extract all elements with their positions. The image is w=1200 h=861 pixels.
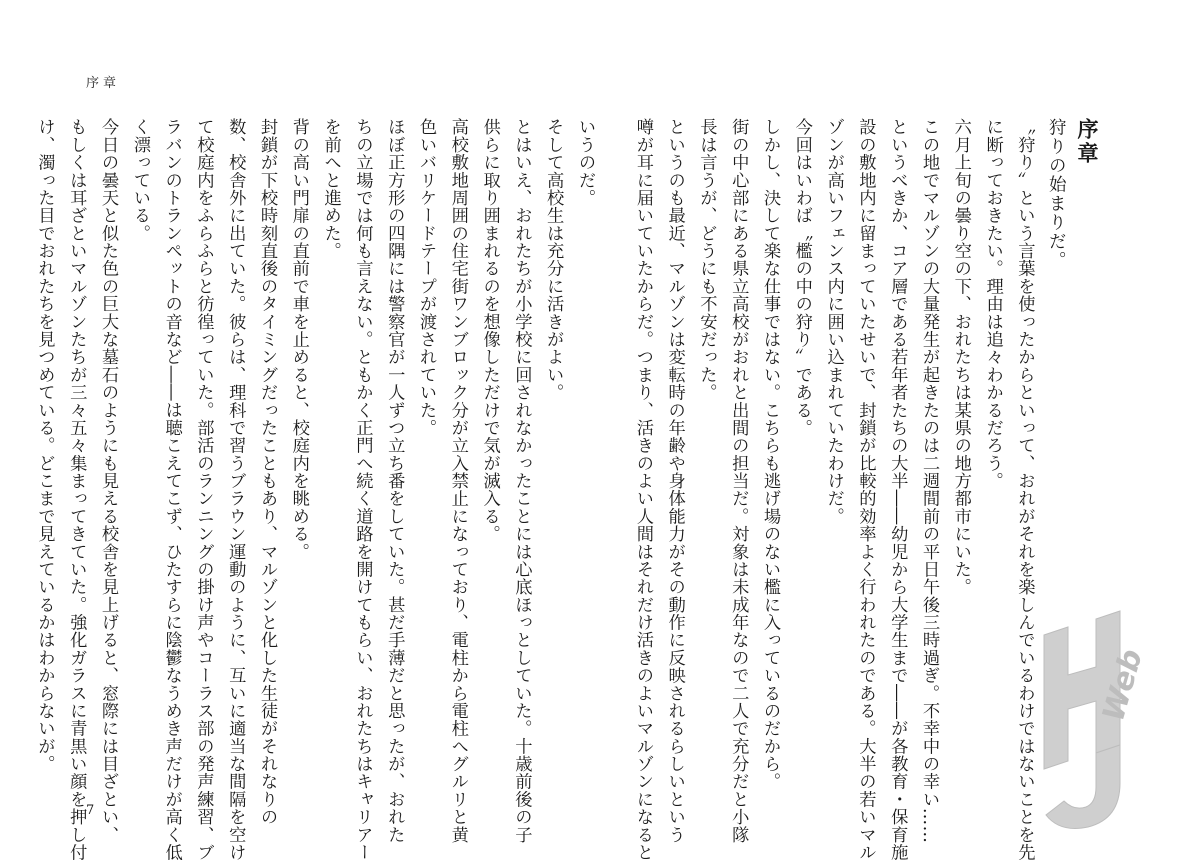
text-line: というのも最近、マルゾンは変転時の年齢や身体能力がその動作に反映されるらしいという — [664, 118, 685, 844]
hj-web-logo-graphic — [1038, 605, 1158, 835]
left-page-body — [28, 118, 600, 861]
text-line: 背の高い門扉の直前で車を止めると、校庭内を眺める。 — [288, 118, 309, 561]
text-line: 噂が耳に届いていたからだ。つまり、活きのよい人間はそれだけ活きのよいマルゾンになると — [632, 118, 653, 861]
text-line: 今日の曇天と似た色の巨大な墓石のようにも見える校舎を見上げると、窓際には目ざとい、 — [98, 118, 119, 844]
text-line: け、濁った目でおれたちを見つめている。どこまで見えているかはわからないが。 — [34, 118, 55, 773]
text-line: とはいえ、おれたちが小学校に回されなかったことには心底ほっとしていた。十歳前後の子 — [511, 118, 532, 844]
text-line: 長は言うが、どうにも不安だった。 — [696, 118, 717, 402]
running-head: 序章 — [86, 76, 121, 91]
text-line: 数、校舎外に出ていた。彼らは、理科で習うブラウン運動のように、互いに適当な間隔を空け — [225, 118, 246, 861]
text-line: 高校敷地周囲の住宅街ワンブロック分が立入禁止になっており、電柱から電柱へグルリと黄 — [447, 118, 468, 844]
text-line: ラバンのトランペットの音など――は聴こえてこず、ひたすらに陰鬱なうめき声だけが高く低 — [161, 118, 182, 861]
text-line: しかし、決して楽な仕事ではない。こちらも逃げ場のない檻に入っているのだから。 — [760, 118, 781, 791]
text-line: 封鎖が下校時刻直後のタイミングだったこともあり、マルゾンと化した生徒がそれなりの — [257, 118, 278, 826]
text-line: いうのだ。 — [575, 118, 595, 207]
text-line: 色いバリケードテープが渡されていた。 — [416, 118, 437, 437]
text-line: というべきか、コア層である若年者たちの大半――幼児から大学生まで――が各教育・保育施 — [887, 118, 908, 861]
text-line: を前へと進めた。 — [320, 118, 341, 260]
logo-web-text: Web — [1096, 645, 1150, 726]
chapter-subtitle: 狩りの始まりだ。 — [1046, 118, 1067, 270]
text-line: ゾンが高いフェンス内に囲い込まれていたわけだ。 — [823, 118, 844, 525]
text-line: 供らに取り囲まれるのを想像しただけで気が滅入る。 — [479, 118, 500, 543]
text-line: 〝狩り〟という言葉を使ったからといって、おれがそれを楽しんでいるわけではないことを先 — [1014, 118, 1035, 861]
text-line: もしくは耳ざといマルゾンたちが三々五々集まってきていた。強化ガラスに青黒い顔を押し付 — [66, 118, 87, 861]
chapter-title: 序章 — [1075, 118, 1100, 166]
text-line: て校庭内をふらふらと彷徨っていた。部活のランニングの掛け声やコーラス部の発声練習、ブ — [193, 118, 214, 861]
text-line: に断っておきたい。理由は追々わかるだろう。 — [982, 118, 1003, 490]
text-line: この地でマルゾンの大量発生が起きたのは二週間前の平日午後三時過ぎ。不幸中の幸い…… — [919, 118, 940, 844]
right-page-body — [626, 118, 1103, 861]
text-line: ほぼ正方形の四隅には警察官が一人ずつ立ち番をしていた。甚だ手薄だと思ったが、おれた — [384, 118, 405, 844]
hj-web-logo — [1038, 605, 1158, 835]
text-line: 設の敷地内に留まっていたせいで、封鎖が比較的効率よく行われたのである。大半の若いマル — [855, 118, 876, 861]
text-line: 六月上旬の曇り空の下、おれたちは某県の地方都市にいた。 — [950, 118, 971, 596]
text-line: く漂っている。 — [129, 118, 150, 242]
text-line: そして高校生は充分に活きがよい。 — [543, 118, 564, 402]
page-number-left: 7 — [86, 803, 95, 818]
text-line: 街の中心部にある県立高校がおれと出間の担当だ。対象は未成年なので二人で充分だと小隊 — [728, 118, 749, 844]
text-line: ちの立場では何も言えない。ともかく正門へ続く道路を開けてもらい、おれたちはキャリアー — [352, 118, 373, 861]
text-line: 今回はいわば〝檻の中の狩り〟である。 — [791, 118, 812, 437]
